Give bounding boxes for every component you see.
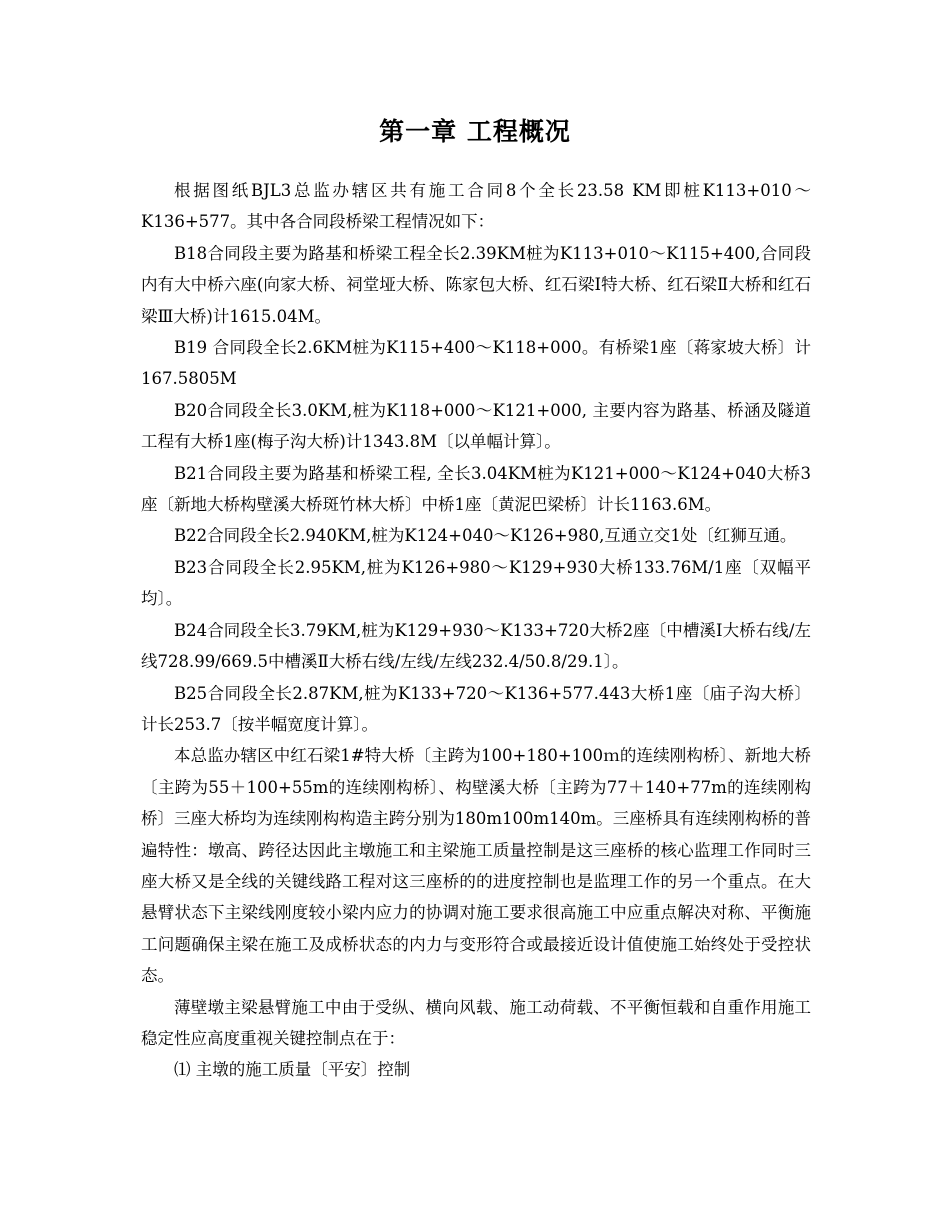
paragraph-b23: B23合同段全长2.95KM,桩为K126+980～K129+930大桥133.76M/1座〔双幅平均〕。 (141, 557, 811, 609)
paragraph-b24: B24合同段全长3.79KM,桩为K129+930～K133+720大桥2座〔中槽溪Ⅰ大桥右线/左线728.99/669.5中槽溪Ⅱ大桥右线/左线/左线232.4/50.8/29.1〕。 (141, 620, 811, 672)
paragraph-intro: 根据图纸BJL3总监办辖区共有施工合同8个全长23.58 KM即桩K113+010～K136+577。其中各合同段桥梁工程情况如下： (141, 181, 811, 232)
list-item-pier-quality: ⑴ 主墩的施工质量〔平安〕控制 (174, 1060, 411, 1080)
paragraph-b22: B22合同段全长2.940KM,桩为K124+040～K126+980,互通立交1处〔红狮互通。 (174, 526, 797, 546)
paragraph-b25: B25合同段全长2.87KM,桩为K133+720～K136+577.443大桥1座〔庙子沟大桥〕计长253.7〔按半幅宽度计算〕。 (141, 683, 811, 734)
document-body (141, 175, 811, 1086)
paragraph-b18: B18合同段主要为路基和桥梁工程全长2.39KM桩为K113+010～K115+400,合同段内有大中桥六座(向家大桥、祠堂垭大桥、陈家包大桥、红石梁Ⅰ特大桥、红石梁Ⅱ大桥和红石梁Ⅲ大桥)计1615.04M。 (141, 243, 811, 326)
paragraph-b20: B20合同段全长3.0KM,桩为K118+000～K121+000, 主要内容为路基、桥涵及隧道工程有大桥1座(梅子沟大桥)计1343.8M〔以单幅计算〕。 (141, 400, 811, 452)
paragraph-b21: B21合同段主要为路基和桥梁工程, 全长3.04KM桩为K121+000～K124+040大桥3座〔新地大桥构壁溪大桥斑竹林大桥〕中桥1座〔黄泥巴梁桥〕计长1163.6M。 (141, 463, 811, 515)
paragraph-key-bridges: 本总监办辖区中红石梁1#特大桥〔主跨为100+180+100ｍ的连续刚构桥〕、新地大桥〔主跨为55＋100+55m的连续刚构桥〕、构壁溪大桥〔主跨为77＋140+77m的连续刚构桥〕三座大桥均为连续刚构构造主跨分别为180m100m140m。三座桥具有连续刚构桥的普遍特性：墩高、跨径达因此主墩施工和主梁施工质量控制是这三座桥的核心监理工作同时三座大桥又是全线的关键线路工程对这三座桥的的进度控制也是监理工作的另一个重点。在大悬臂状态下主梁线刚度较小梁内应力的协调对施工要求很高施工中应重点解决对称、平衡施工问题确保主梁在施工及成桥状态的内力与变形符合或最接近设计值使施工始终处于受控状态。 (141, 746, 811, 986)
chapter-title: 第一章 工程概况 (379, 117, 571, 146)
paragraph-thin-wall-pier: 薄壁墩主梁悬臂施工中由于受纵、横向风载、施工动荷载、不平衡恒载和自重作用施工稳定性应高度重视关键控制点在于： (141, 997, 811, 1048)
paragraph-b19: B19 合同段全长2.6KM桩为K115+400～K118+000。有桥梁1座〔蒋家坡大桥〕计167.5805M (141, 338, 811, 389)
